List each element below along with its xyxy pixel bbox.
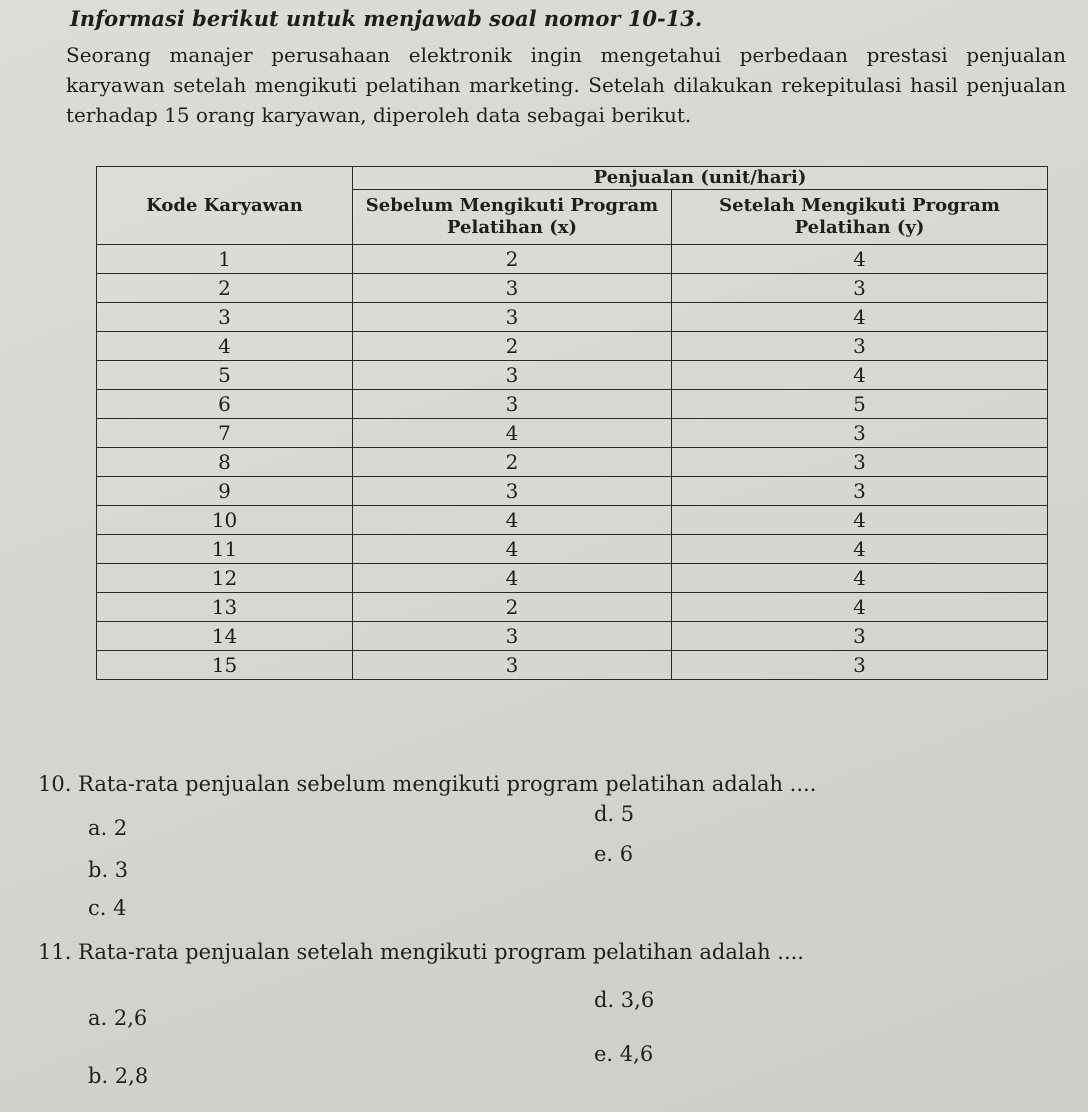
q10-option-d: d. 5: [594, 802, 635, 826]
cell-y: 3: [672, 448, 1048, 477]
q10-option-b: b. 3: [88, 858, 129, 882]
header-before-training: Sebelum Mengikuti Program Pelatihan (x): [353, 190, 672, 245]
cell-kode: 14: [97, 622, 353, 651]
cell-y: 4: [672, 593, 1048, 622]
cell-y: 4: [672, 564, 1048, 593]
cell-x: 2: [353, 448, 672, 477]
cell-kode: 7: [97, 419, 353, 448]
table-row: [97, 477, 1048, 506]
cell-y: 3: [672, 477, 1048, 506]
cell-x: 2: [353, 332, 672, 361]
cell-y: 4: [672, 303, 1048, 332]
table-row: [97, 245, 1048, 274]
cell-x: 2: [353, 593, 672, 622]
table-row: [97, 535, 1048, 564]
cell-kode: 15: [97, 651, 353, 680]
table-row: [97, 506, 1048, 535]
cell-y: 4: [672, 245, 1048, 274]
table-row: [97, 419, 1048, 448]
q11-option-e: e. 4,6: [594, 1042, 654, 1066]
cell-kode: 8: [97, 448, 353, 477]
cell-y: 3: [672, 274, 1048, 303]
q11-option-b: b. 2,8: [88, 1064, 149, 1088]
cell-x: 4: [353, 564, 672, 593]
intro-title: Informasi berikut untuk menjawab soal nomor 10-13.: [70, 6, 703, 31]
cell-x: 3: [353, 477, 672, 506]
cell-kode: 9: [97, 477, 353, 506]
cell-x: 4: [353, 419, 672, 448]
cell-kode: 11: [97, 535, 353, 564]
table-row: [97, 332, 1048, 361]
cell-x: 4: [353, 535, 672, 564]
table-row: [97, 593, 1048, 622]
q10-option-a: a. 2: [88, 816, 128, 840]
table-row: [97, 622, 1048, 651]
cell-y: 4: [672, 535, 1048, 564]
cell-x: 3: [353, 651, 672, 680]
q10-option-c: c. 4: [88, 896, 127, 920]
cell-y: 3: [672, 622, 1048, 651]
q11-option-d: d. 3,6: [594, 988, 655, 1012]
cell-kode: 12: [97, 564, 353, 593]
cell-kode: 13: [97, 593, 353, 622]
q10-option-e: e. 6: [594, 842, 634, 866]
table-row: [97, 651, 1048, 680]
header-after-training: Setelah Mengikuti Program Pelatihan (y): [672, 190, 1048, 245]
cell-x: 3: [353, 361, 672, 390]
cell-kode: 10: [97, 506, 353, 535]
sales-table: [96, 166, 1048, 680]
cell-y: 3: [672, 419, 1048, 448]
table-row: [97, 361, 1048, 390]
cell-y: 3: [672, 332, 1048, 361]
intro-paragraph: Seorang manajer perusahaan elektronik ingin mengetahui perbedaan prestasi penjualan karyawan setelah mengikuti pelatihan marketing. Setelah dilakukan rekepitulasi hasil penjualan terhadap 15 orang karyawan, diperoleh data sebagai berikut.: [66, 43, 1066, 127]
header-penjualan: Penjualan (unit/hari): [353, 167, 1048, 190]
cell-kode: 4: [97, 332, 353, 361]
table-row: [97, 303, 1048, 332]
cell-y: 4: [672, 361, 1048, 390]
question-11-text: 11. Rata-rata penjualan setelah mengikuti program pelatihan adalah ....: [38, 940, 804, 964]
question-10-text: 10. Rata-rata penjualan sebelum mengikuti program pelatihan adalah ....: [38, 772, 817, 796]
cell-x: 2: [353, 245, 672, 274]
table-row: [97, 564, 1048, 593]
cell-x: 4: [353, 506, 672, 535]
cell-y: 3: [672, 651, 1048, 680]
cell-x: 3: [353, 390, 672, 419]
cell-x: 3: [353, 622, 672, 651]
cell-x: 3: [353, 274, 672, 303]
cell-kode: 1: [97, 245, 353, 274]
header-kode-karyawan: Kode Karyawan: [97, 167, 353, 245]
table-row: [97, 274, 1048, 303]
cell-kode: 2: [97, 274, 353, 303]
cell-y: 4: [672, 506, 1048, 535]
cell-kode: 3: [97, 303, 353, 332]
cell-kode: 6: [97, 390, 353, 419]
q11-option-a: a. 2,6: [88, 1006, 148, 1030]
table-row: [97, 390, 1048, 419]
cell-y: 5: [672, 390, 1048, 419]
cell-kode: 5: [97, 361, 353, 390]
cell-x: 3: [353, 303, 672, 332]
table-row: [97, 448, 1048, 477]
